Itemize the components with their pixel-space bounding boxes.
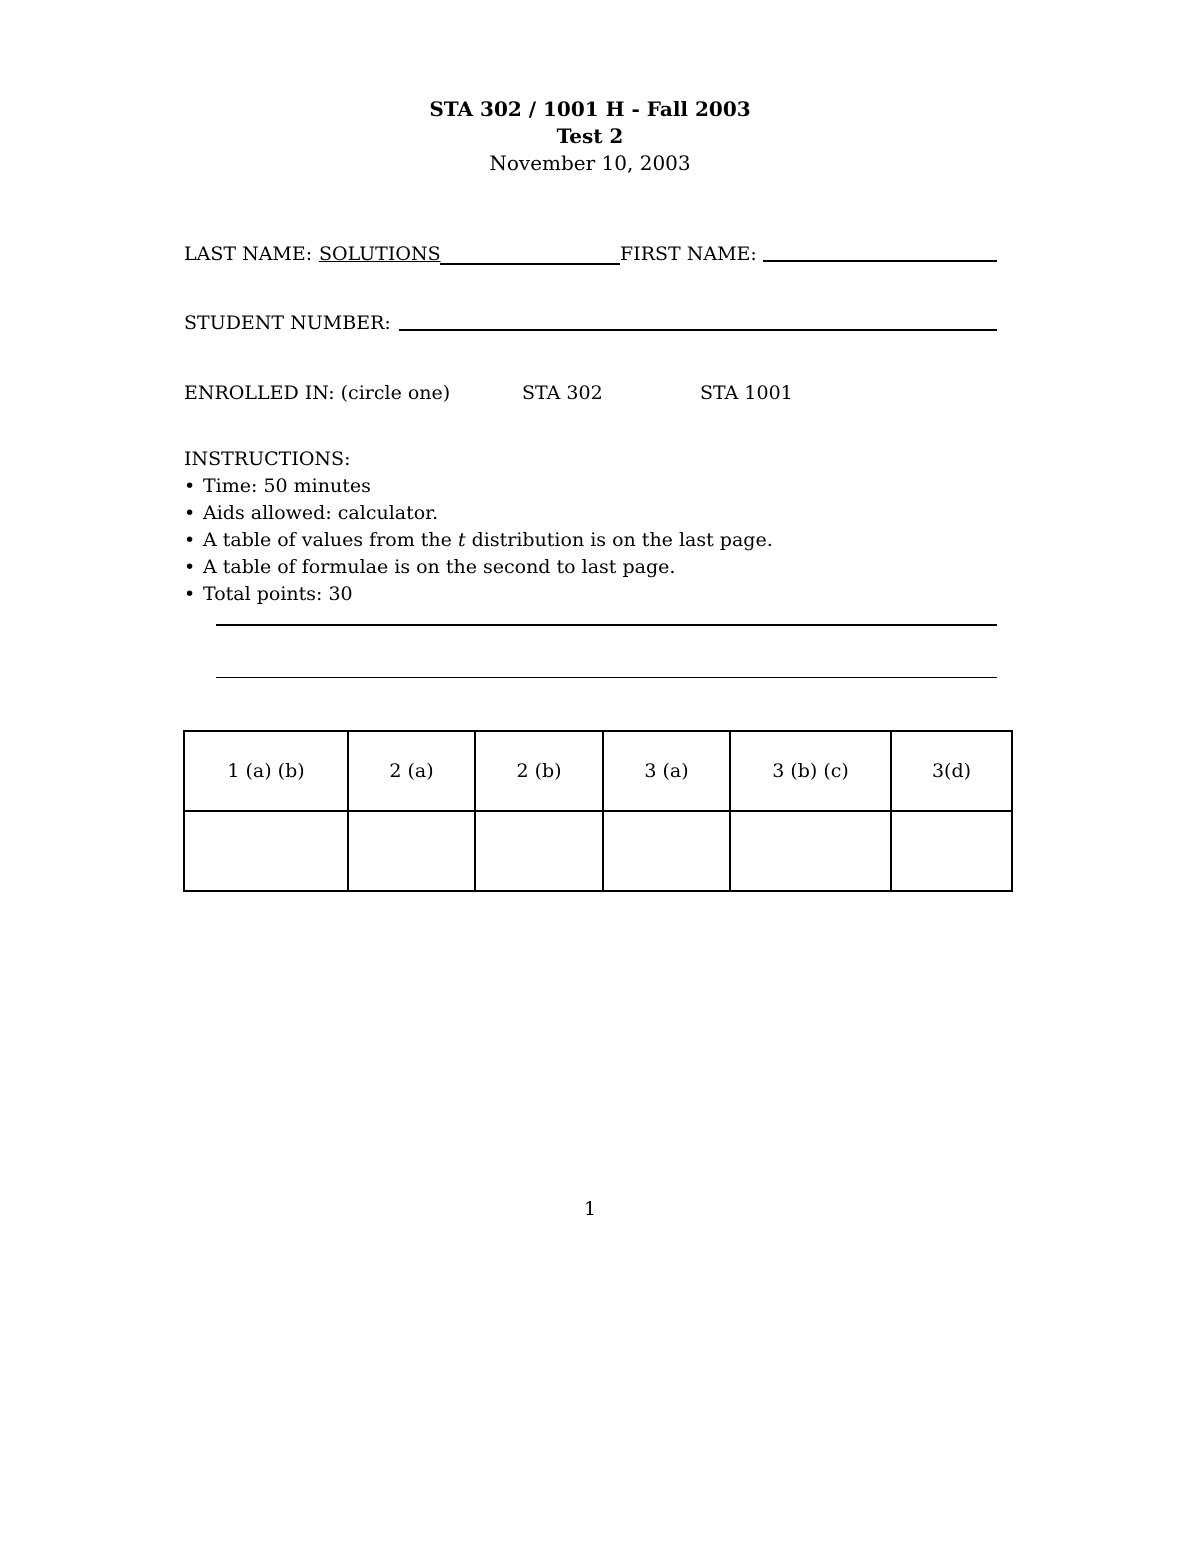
course-title: STA 302 / 1001 H - Fall 2003 [429, 97, 751, 121]
enrolled-label: ENROLLED IN: (circle one) [184, 382, 451, 404]
student-number-label: STUDENT NUMBER: [184, 312, 391, 334]
grade-header-cell: 2 (b) [475, 731, 603, 811]
first-name-label: FIRST NAME: [620, 243, 757, 265]
grade-score-cell[interactable] [475, 811, 603, 891]
page-number: 1 [583, 1198, 597, 1220]
grade-header-cell: 2 (a) [348, 731, 475, 811]
grade-table [183, 730, 1013, 892]
instruction-item: • Total points: 30 [184, 581, 353, 608]
grade-header-cell: 3 (b) (c) [730, 731, 891, 811]
student-number-field[interactable] [399, 329, 997, 331]
enrolled-option-sta302[interactable]: STA 302 [522, 382, 603, 404]
grade-score-cell[interactable] [603, 811, 730, 891]
test-title: Test 2 [556, 124, 624, 148]
grade-table-header-row [184, 731, 1012, 811]
last-name-value[interactable]: SOLUTIONS [319, 243, 441, 265]
grade-score-cell[interactable] [348, 811, 475, 891]
instruction-item: • Time: 50 minutes [184, 473, 371, 500]
grade-score-cell[interactable] [730, 811, 891, 891]
bullet-icon: • [184, 583, 196, 605]
bullet-icon: • [184, 475, 196, 497]
grade-header-cell: 3(d) [891, 731, 1012, 811]
test-date: November 10, 2003 [489, 151, 691, 175]
grade-score-cell[interactable] [891, 811, 1012, 891]
last-name-label: LAST NAME: [184, 243, 313, 265]
enrolled-option-sta1001[interactable]: STA 1001 [700, 382, 793, 404]
grade-header-cell: 1 (a) (b) [184, 731, 348, 811]
grade-header-cell: 3 (a) [603, 731, 730, 811]
instruction-item: • Aids allowed: calculator. [184, 500, 438, 527]
grade-table-score-row [184, 811, 1012, 891]
instruction-item: • A table of formulae is on the second to last page. [184, 554, 675, 581]
last-name-underline [440, 263, 620, 265]
bullet-icon: • [184, 502, 196, 524]
horizontal-rule [216, 624, 997, 626]
first-name-field[interactable] [763, 260, 997, 262]
instructions-title: INSTRUCTIONS: [184, 448, 351, 470]
horizontal-rule [216, 677, 997, 678]
bullet-icon: • [184, 529, 196, 551]
instruction-item: • A table of values from the t distribution is on the last page. [184, 527, 773, 554]
grade-score-cell[interactable] [184, 811, 348, 891]
bullet-icon: • [184, 556, 196, 578]
